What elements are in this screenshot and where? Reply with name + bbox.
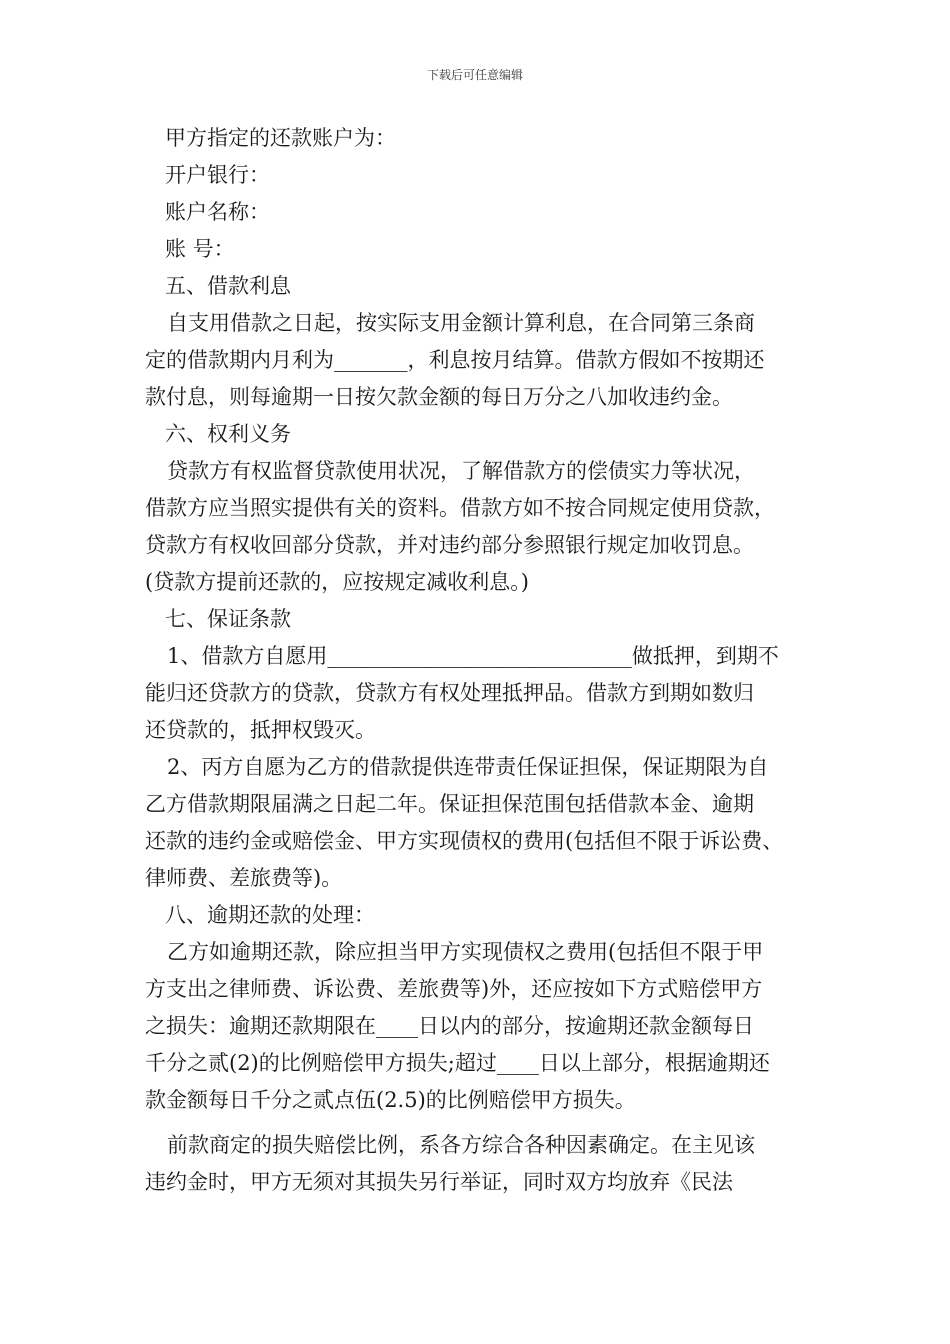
text-line: 违约金时，甲方无须对其损失另行举证，同时双方均放弃《民法 [145,1170,733,1194]
text-line: 甲方指定的还款账户为： [165,126,396,150]
text-line: (贷款方提前还款的，应按规定减收利息。) [145,570,529,594]
text-line: 账 号： [165,237,235,261]
section-heading: 五、借款利息 [165,274,291,298]
text-line: 千分之贰(2)的比例赔偿甲方损失;超过____日以上部分，根据逾期还 [145,1051,770,1075]
text-line: 还贷款的，抵押权毁灭。 [145,718,376,742]
text-line: 自支用借款之日起，按实际支用金额计算利息，在合同第三条商 [167,311,755,335]
text-line: 前款商定的损失赔偿比例，系各方综合各种因素确定。在主见该 [167,1133,755,1157]
text-line: 账户名称： [165,200,270,224]
section-heading: 八、逾期还款的处理： [165,903,375,927]
text-line: 贷款方有权监督贷款使用状况，了解借款方的偿债实力等状况， [167,459,755,483]
paragraph-gap [145,1119,825,1127]
text-line: 款金额每日千分之贰点伍(2.5)的比例赔偿甲方损失。 [145,1088,636,1112]
text-line: 律师费、差旅费等)。 [145,866,343,890]
text-line: 还款的违约金或赔偿金、甲方实现债权的费用(包括但不限于诉讼费、 [145,829,784,853]
text-line: 借款方应当照实提供有关的资料。借款方如不按合同规定使用贷款， [145,496,775,520]
document-body [145,120,825,1201]
text-line: 开户银行： [165,163,270,187]
page-header: 下载后可任意编辑 [426,68,523,82]
text-line: 1、借款方自愿用_____________________________做抵押，到期不 [167,644,779,668]
text-line: 乙方借款期限届满之日起二年。保证担保范围包括借款本金、逾期 [145,792,754,816]
text-line: 贷款方有权收回部分贷款，并对违约部分参照银行规定加收罚息。 [145,533,754,557]
text-line: 能归还贷款方的贷款，贷款方有权处理抵押品。借款方到期如数归 [145,681,754,705]
text-line: 之损失：逾期还款期限在____日以内的部分，按逾期还款金额每日 [145,1014,754,1038]
section-heading: 六、权利义务 [165,422,291,446]
text-line: 乙方如逾期还款，除应担当甲方实现债权之费用(包括但不限于甲 [167,940,764,964]
section-heading: 七、保证条款 [165,607,291,631]
text-line: 款付息，则每逾期一日按欠款金额的每日万分之八加收违约金。 [145,385,733,409]
text-line: 方支出之律师费、诉讼费、差旅费等)外，还应按如下方式赔偿甲方 [145,977,763,1001]
text-line: 定的借款期内月利为_______，利息按月结算。借款方假如不按期还 [145,348,765,372]
text-line: 2、丙方自愿为乙方的借款提供连带责任保证担保，保证期限为自 [167,755,769,779]
